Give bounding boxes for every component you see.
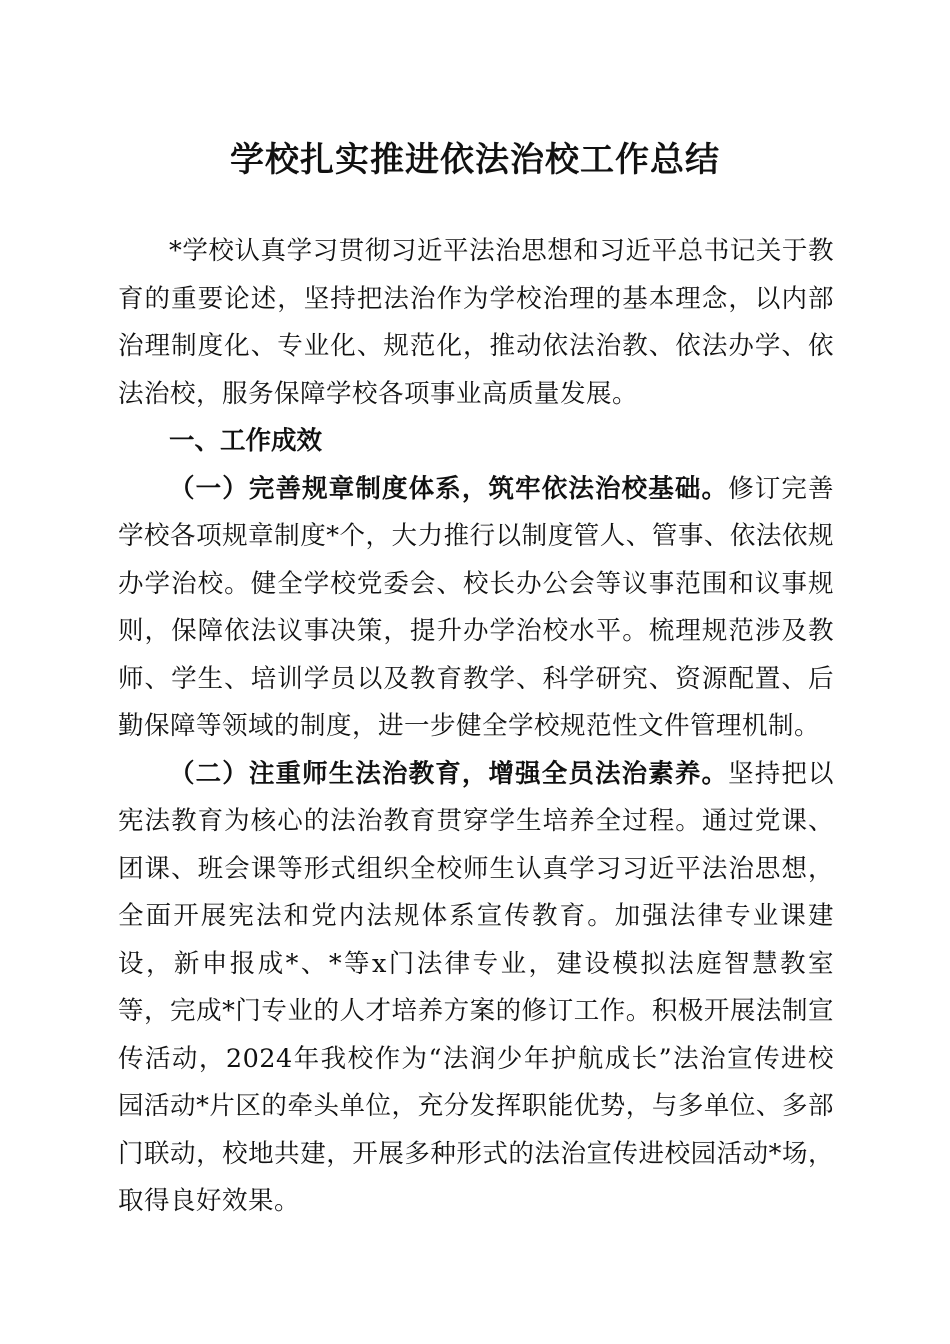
item-2-paragraph bbox=[118, 751, 834, 1226]
item-1-lead: （一）完善规章制度体系，筑牢依法治校基础。 bbox=[169, 473, 729, 504]
document-title: 学校扎实推进依法治校工作总结 bbox=[230, 140, 720, 180]
item-1-body: 修订完善学校各项规章制度*个，大力推行以制度管人、管事、依法依规办学治校。健全学校党委会、校长办公会等议事范围和议事规则，保障依法议事决策，提升办学治校水平。梳理规范涉及教师、学生、培训学员以及教育教学、科学研究、资源配置、后勤保障等领域的制度，进一步健全学校规范性文件管理机制。 bbox=[118, 473, 834, 741]
item-2-body: 坚持把以宪法教育为核心的法治教育贯穿学生培养全过程。通过党课、团课、班会课等形式组织全校师生认真学习习近平法治思想，全面开展宪法和党内法规体系宣传教育。加强法律专业课建设，新申报成*、*等x门法律专业，建设模拟法庭智慧教室等，完成*门专业的人才培养方案的修订工作。积极开展法制宣传活动，2024年我校作为“法润少年护航成长”法治宣传进校园活动*片区的牵头单位，充分发挥职能优势，与多单位、多部门联动，校地共建，开展多种形式的法治宣传进校园活动*场，取得良好效果。 bbox=[118, 758, 834, 1216]
item-2-lead: （二）注重师生法治教育，增强全员法治素养。 bbox=[169, 758, 729, 789]
section-heading-achievements: 一、工作成效 bbox=[169, 426, 323, 456]
item-1-paragraph bbox=[118, 466, 834, 751]
document-body bbox=[118, 228, 834, 1226]
intro-paragraph: *学校认真学习贯彻习近平法治思想和习近平总书记关于教育的重要论述，坚持把法治作为学校治理的基本理念，以内部治理制度化、专业化、规范化，推动依法治教、依法办学、依法治校，服务保障学校各项事业高质量发展。 bbox=[118, 236, 834, 409]
